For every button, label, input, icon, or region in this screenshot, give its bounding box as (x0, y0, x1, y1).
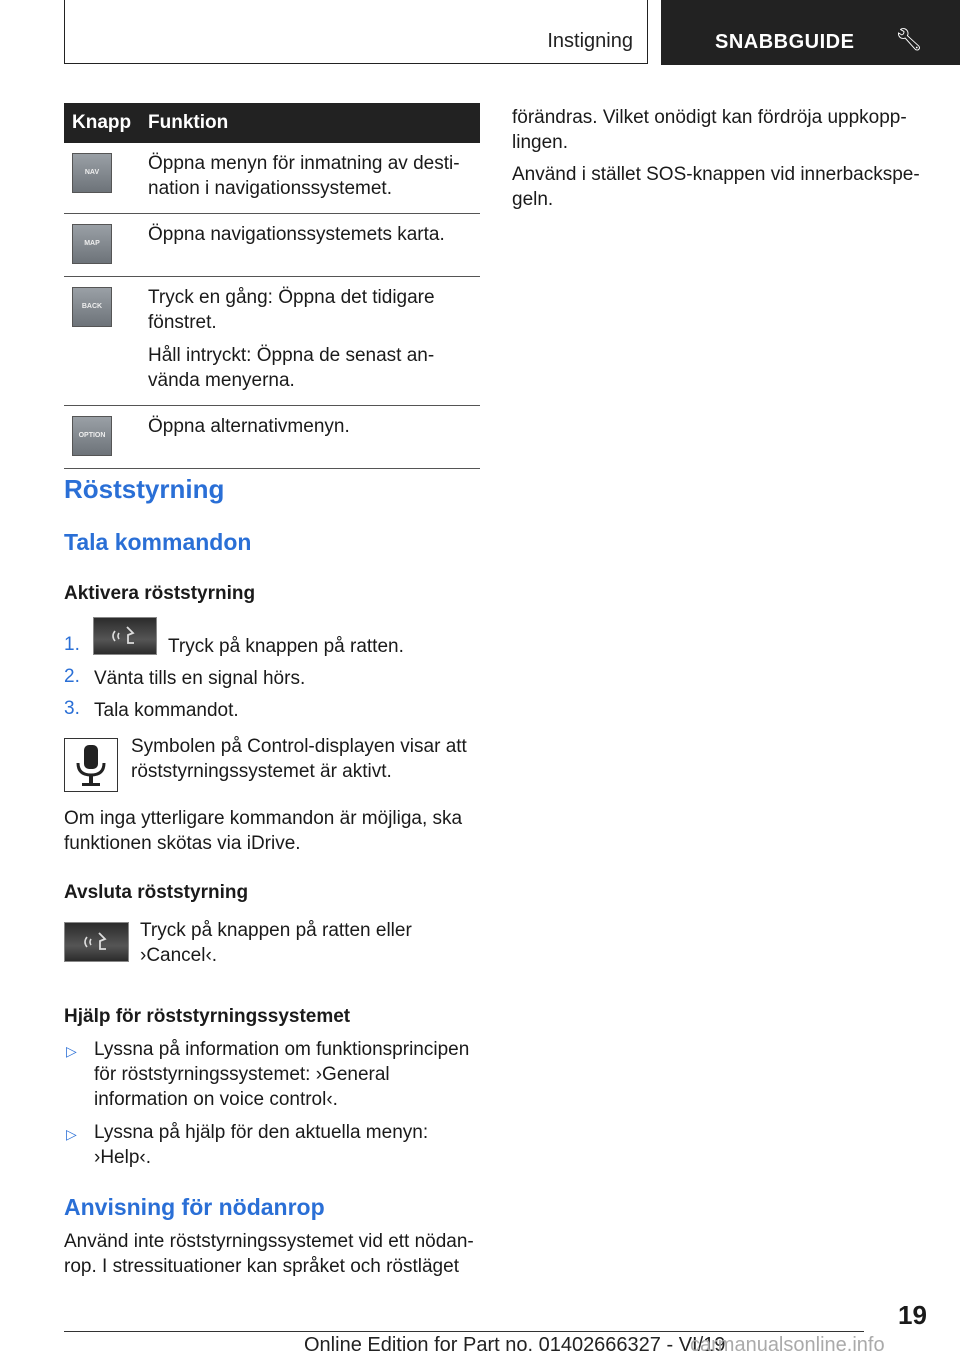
header-guide-label: SNABBGUIDE (715, 31, 855, 53)
section-title: Röststyrning (64, 474, 225, 504)
header-section-box (64, 0, 648, 64)
wrench-icon: 🔧︎ (895, 27, 923, 52)
help-heading: Hjälp för röststyrningssystemet (64, 1006, 351, 1027)
microphone-icon (64, 738, 118, 792)
page-number: 19 (898, 1300, 927, 1330)
table-header-function: Funktion (144, 103, 480, 143)
step-text: Tryck på knappen på ratten. (168, 636, 404, 657)
emergency-text: Använd inte röststyrningssystemet vid ett nödan- rop. I stressituationer kan språket och röstläget (64, 1231, 474, 1277)
help-item: Lyssna på information om funktionsprincipen för röststyrningssystemet: ›General information on voice control‹. (94, 1039, 470, 1110)
note-text: Om inga ytterligare kommandon är möjliga, ska funktionen skötas via iDrive. (64, 808, 463, 854)
footer-edition: Online Edition for Part no. 01402666327 - VI/19 (304, 1334, 726, 1356)
help-item: Lyssna på hjälp för den aktuella menyn: ›Help‹. (94, 1122, 429, 1168)
subsection-title: Tala kommandon (64, 529, 252, 555)
footer-divider (64, 1331, 864, 1332)
end-text: Tryck på knappen på ratten eller ›Cancel‹. (140, 920, 412, 966)
header-guide-box (661, 0, 960, 65)
back-button-icon: BACK (72, 287, 112, 327)
table-row: BACK Tryck en gång: Öppna det tidigare fönstret. Håll intryckt: Öppna de senast an- vända menyerna. (64, 277, 480, 406)
triangle-bullet-icon: ▷ (66, 1126, 77, 1142)
table-row: NAV Öppna menyn för inmatning av desti- nation i navigationssystemet. (64, 143, 480, 214)
activate-heading: Aktivera röststyrning (64, 583, 256, 604)
end-heading: Avsluta röststyrning (64, 882, 249, 903)
option-button-icon: OPTION (72, 416, 112, 456)
voice-button-icon (93, 617, 157, 655)
header-section-title: Instigning (547, 30, 633, 52)
button-function-table (64, 103, 480, 469)
sos-text: Använd i stället SOS-knappen vid innerbackspe- geln. (512, 164, 920, 210)
step-number: 2. (64, 666, 80, 687)
triangle-bullet-icon: ▷ (66, 1043, 77, 1059)
step-number: 3. (64, 698, 80, 719)
step-text: Vänta tills en signal hörs. (94, 668, 306, 689)
nav-button-icon: NAV (72, 153, 112, 193)
emergency-title: Anvisning för nödanrop (64, 1194, 325, 1220)
table-row: OPTION Öppna alternativmenyn. (64, 406, 480, 469)
table-header-button: Knapp (64, 103, 144, 143)
symbol-text: Symbolen på Control-displayen visar att röststyrningssystemet är aktivt. (131, 736, 467, 782)
watermark: carmanualsonline.info (690, 1334, 885, 1356)
step-number: 1. (64, 634, 80, 655)
step-text: Tala kommandot. (94, 700, 239, 721)
emergency-text-continued: förändras. Vilket onödigt kan fördröja uppkopp- lingen. (512, 107, 907, 153)
map-button-icon: MAP (72, 224, 112, 264)
voice-button-icon (64, 922, 129, 962)
table-row: MAP Öppna navigationssystemets karta. (64, 214, 480, 277)
